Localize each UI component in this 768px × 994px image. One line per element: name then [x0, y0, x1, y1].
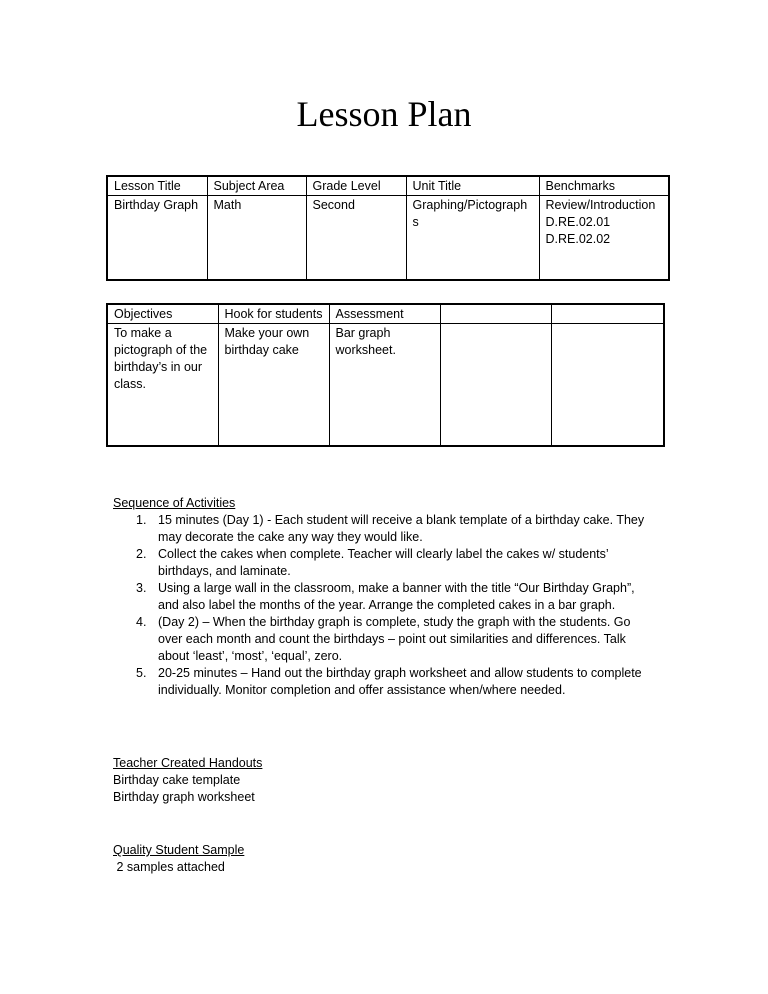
list-text: Using a large wall in the classroom, make a banner with the title “Our Birthday Graph”, and also label the months of the year. Arrange the completed cakes in a bar graph.: [158, 581, 635, 612]
benchmarks-header: Benchmarks: [539, 176, 669, 196]
lesson-title-value: Birthday Graph: [107, 196, 207, 281]
list-number: 1.: [136, 513, 147, 527]
grade-level-value: Second: [306, 196, 406, 281]
table-row: [107, 324, 664, 447]
sample-heading: Quality Student Sample: [113, 843, 245, 857]
handout-item: Birthday cake template: [113, 773, 241, 787]
lesson-title-header: Lesson Title: [107, 176, 207, 196]
empty-header-4: [440, 304, 551, 324]
list-text: 20-25 minutes – Hand out the birthday graph worksheet and allow students to complete individually. Monitor completion and offer assistance when/where needed.: [158, 666, 642, 697]
table-header-row: [107, 304, 664, 324]
empty-cell-4: [440, 324, 551, 447]
objectives-header: Objectives: [107, 304, 218, 324]
subject-area-header: Subject Area: [207, 176, 306, 196]
sequence-heading: Sequence of Activities: [113, 496, 236, 510]
sequence-section: [113, 495, 658, 699]
list-number: 2.: [136, 547, 147, 561]
list-item: [113, 614, 658, 665]
list-text: (Day 2) – When the birthday graph is complete, study the graph with the students. Go over each month and count the birthdays – point out similarities and differences. Talk about ‘least’, ‘most’, ‘equal’, zero.: [158, 615, 631, 663]
objectives-value: To make a pictograph of the birthday’s in our class.: [107, 324, 218, 447]
list-number: 3.: [136, 581, 147, 595]
list-item: [113, 546, 658, 580]
list-number: 4.: [136, 615, 147, 629]
list-number: 5.: [136, 666, 147, 680]
list-text: Collect the cakes when complete. Teacher will clearly label the cakes w/ students’ birthdays, and laminate.: [158, 547, 609, 578]
hook-header: Hook for students: [218, 304, 329, 324]
handouts-section: [113, 755, 262, 806]
activity-list: [113, 512, 658, 699]
list-item: [113, 580, 658, 614]
benchmarks-value: Review/Introduction D.RE.02.01 D.RE.02.02: [539, 196, 669, 281]
list-item: [113, 512, 658, 546]
empty-header-5: [551, 304, 664, 324]
lesson-info-table: [106, 175, 670, 281]
table-header-row: [107, 176, 669, 196]
list-item: [113, 665, 658, 699]
sample-text: 2 samples attached: [113, 860, 225, 874]
handouts-heading: Teacher Created Handouts: [113, 756, 263, 770]
empty-cell-5: [551, 324, 664, 447]
grade-level-header: Grade Level: [306, 176, 406, 196]
unit-title-header: Unit Title: [406, 176, 539, 196]
assessment-header: Assessment: [329, 304, 440, 324]
list-text: 15 minutes (Day 1) - Each student will receive a blank template of a birthday cake. They may decorate the cake any way they would like.: [158, 513, 645, 544]
unit-title-value: Graphing/Pictograph s: [406, 196, 539, 281]
sample-section: [113, 842, 244, 876]
page-title: Lesson Plan: [296, 94, 472, 134]
objectives-table: [106, 303, 665, 447]
handout-item: Birthday graph worksheet: [113, 790, 255, 804]
hook-value: Make your own birthday cake: [218, 324, 329, 447]
subject-area-value: Math: [207, 196, 306, 281]
table-row: [107, 196, 669, 281]
assessment-value: Bar graph worksheet.: [329, 324, 440, 447]
